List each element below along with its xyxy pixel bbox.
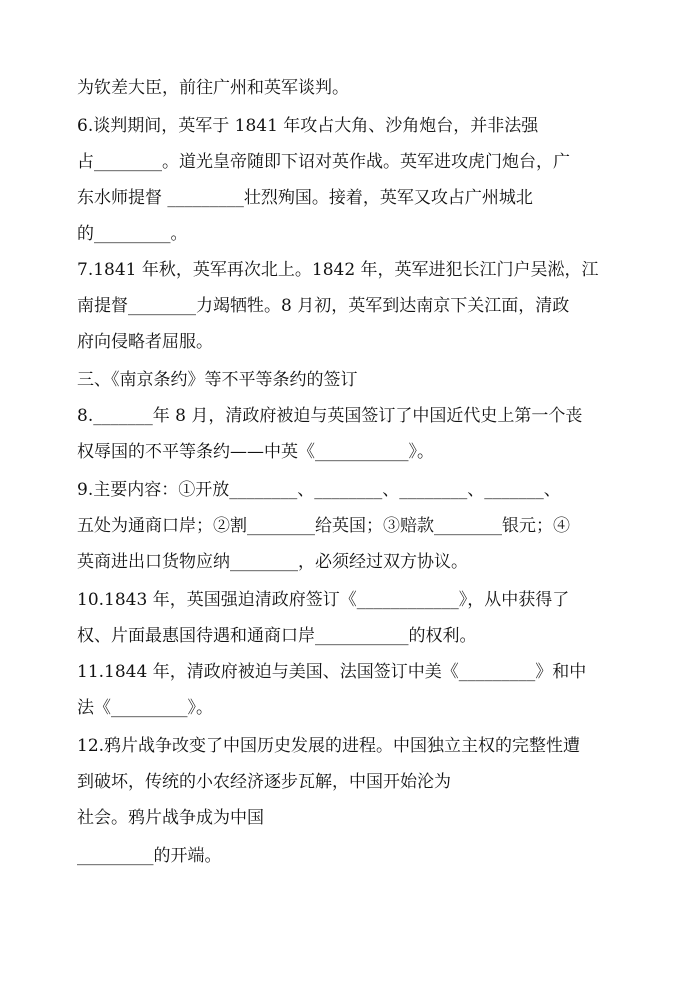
text-line-19: 12.鸦片战争改变了中国历史发展的进程。中国独立主权的完整性遭 [77,736,581,756]
text-line-4: 东水师提督 _________壮烈殉国。接着，英军又攻占广州城北 [77,188,533,208]
text-line-17: 11.1844 年，清政府被迫与美国、法国签订中美《_________》和中 [77,662,587,682]
text-line-22: _________的开端。 [77,846,222,866]
text-line-20: 到破坏，传统的小农经济逐步瓦解，中国开始沦为 [77,772,451,792]
text-line-5: 的_________。 [77,224,188,244]
text-line-16: 权、片面最惠国待遇和通商口岸___________的权利。 [77,626,477,646]
text-line-7: 南提督________力竭牺牲。8 月初，英军到达南京下关江面，清政 [77,296,570,316]
text-line-1: 为钦差大臣，前往广州和英军谈判。 [77,78,349,98]
text-line-12: 9.主要内容：①开放________、________、________、_______、 [77,480,561,500]
text-line-13: 五处为通商口岸；②割________给英国；③赔款________银元；④ [77,516,570,536]
text-line-14: 英商进出口货物应纳________，必须经过双方协议。 [77,552,468,572]
text-line-21: 社会。鸦片战争成为中国 [77,808,264,828]
text-line-15: 10.1843 年，英国强迫清政府签订《____________》，从中获得了 [77,590,570,610]
text-line-18: 法《_________》。 [77,698,213,718]
section-heading: 三、《南京条约》等不平等条约的签订 [77,370,358,390]
text-line-3: 占________。道光皇帝随即下诏对英作战。英军进攻虎门炮台，广 [77,152,570,172]
text-line-2: 6.谈判期间，英军于 1841 年攻占大角、沙角炮台，并非法强 [77,116,539,136]
text-line-10: 8._______年 8 月，清政府被迫与英国签订了中国近代史上第一个丧 [77,406,583,426]
text-line-6: 7.1841 年秋，英军再次北上。1842 年，英军进犯长江门户吴淞，江 [77,260,599,280]
text-line-11: 权辱国的不平等条约——中英《___________》。 [77,442,434,462]
text-line-8: 府向侵略者屈服。 [77,332,213,352]
